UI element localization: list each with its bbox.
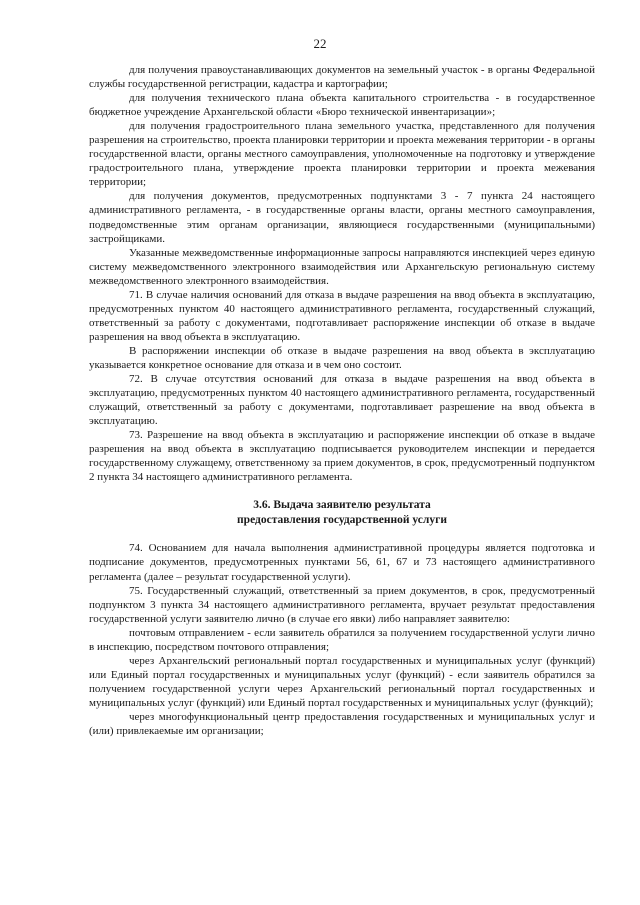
spacer <box>89 527 595 541</box>
paragraph: для получения технического плана объекта капитального строительства - в государственное бюджетное учреждение Архангельской области «Бюро технической инвентаризации»; <box>89 92 595 119</box>
paragraph: для получения градостроительного плана земельного участка, представленного для получения разрешения на строительство, проекта планировки территории и проекта межевания территории - в органы государственной власти, органы местного самоуправления, уполномоченные на подготовку и утверждение градостроительного плана, утверждение проекта планировки территории и проекта межевания территории; <box>89 120 595 189</box>
spacer <box>89 484 595 498</box>
page-number: 22 <box>313 36 327 51</box>
document-body <box>89 63 595 738</box>
paragraph: 73. Разрешение на ввод объекта в эксплуатацию и распоряжение инспекции об отказе в выдаче разрешения на ввод объекта в эксплуатацию подписывается руководителем инспекции и передается государственному служащему, ответственному за прием документов, в срок, предусмотренный подпунктом 2 пункта 34 настоящего административного регламента. <box>89 429 595 484</box>
paragraph: 75. Государственный служащий, ответственный за прием документов, в срок, предусмотренный подпунктом 3 пункта 34 настоящего административного регламента, вручает результат предоставления государственной услуги заявителю лично (в случае его явки) либо направляет заявителю: <box>89 584 595 625</box>
section-heading-line-1: 3.6. Выдача заявителю результата <box>253 499 431 512</box>
paragraph: для получения документов, предусмотренных подпунктами 3 - 7 пункта 24 настоящего административного регламента, - в государственные органы власти, органы местного самоуправления, подведомственные этим органам организации, являющиеся государственными (муниципальными) застройщиками. <box>89 190 595 245</box>
paragraph: для получения правоустанавливающих документов на земельный участок - в органы Федеральной службы государственной регистрации, кадастра и картографии; <box>89 64 595 91</box>
section-heading-line-2: предоставления государственной услуги <box>237 513 447 526</box>
paragraph: Указанные межведомственные информационные запросы направляются инспекцией через единую систему межведомственного электронного взаимодействия или Архангельскую региональную систему межведомственного электронного взаимодействия. <box>89 246 595 287</box>
paragraph: почтовым отправлением - если заявитель обратился за получением государственной услуги лично в инспекцию, посредством почтового отправления; <box>89 626 595 653</box>
paragraph: В распоряжении инспекции об отказе в выдаче разрешения на ввод объекта в эксплуатацию указывается конкретное основание для отказа и в чем оно состоит. <box>89 344 595 371</box>
paragraph: через многофункциональный центр предоставления государственных и муниципальных услуг и (или) привлекаемые им организации; <box>89 710 595 738</box>
paragraph: 71. В случае наличия оснований для отказа в выдаче разрешения на ввод объекта в эксплуатацию, предусмотренных пунктом 40 настоящего административного регламента, государственный служащий, ответственный за работу с документами, подготавливает распоряжение инспекции об отказе в выдаче разрешения на ввод объекта в эксплуатацию. <box>89 288 595 343</box>
paragraph: через Архангельский региональный портал государственных и муниципальных услуг (функций) или Единый портал государственных и муниципальных услуг (функций) - если заявитель обратился за получением государственной услуги через Архангельский региональный портал государственных и муниципальных услуг (функций) или Единый портал государственных и муниципальных услуг (функций); <box>89 654 595 709</box>
paragraph: 72. В случае отсутствия оснований для отказа в выдаче разрешения на ввод объекта в эксплуатацию, предусмотренных пунктом 40 настоящего административного регламента, государственный служащий, ответственный за работу с документами, подготавливает разрешение на ввод объекта в эксплуатацию. <box>89 373 595 428</box>
paragraph: 74. Основанием для начала выполнения административной процедуры является подготовка и подписание документов, предусмотренных пунктами 56, 61, 67 и 73 настоящего административного регламента (далее – результат государственной услуги). <box>89 542 595 583</box>
